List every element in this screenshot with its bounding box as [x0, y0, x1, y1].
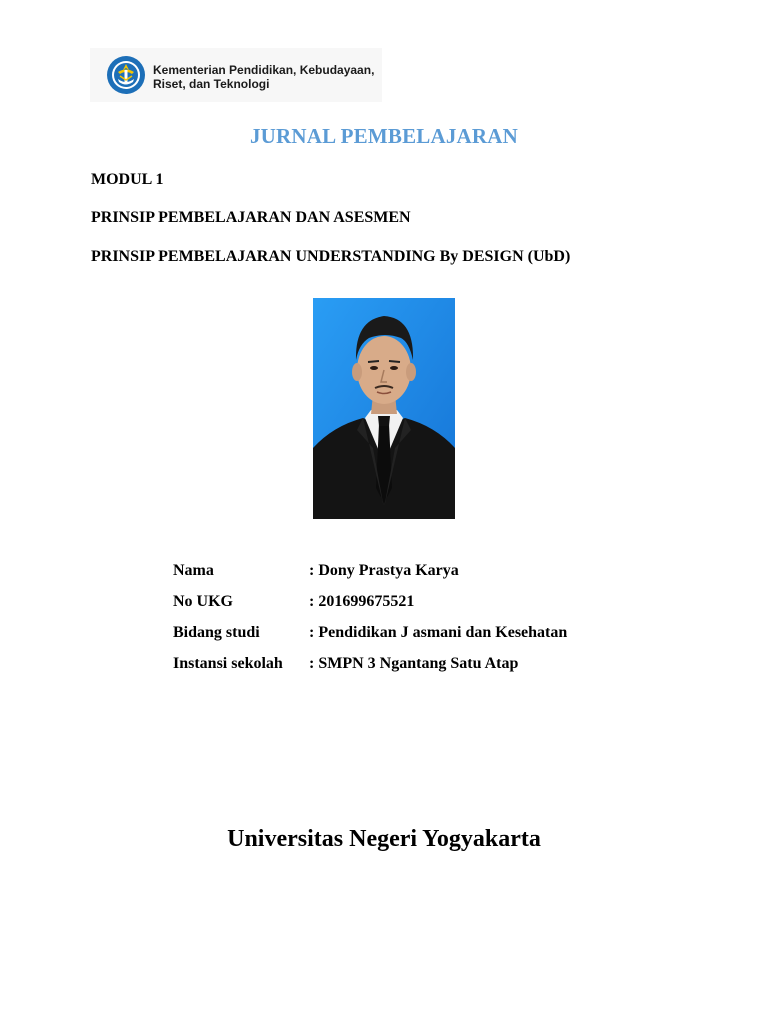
info-value: : Dony Prastya Karya — [309, 562, 459, 579]
info-label: No UKG — [173, 593, 233, 610]
ministry-name — [153, 63, 374, 91]
ministry-name-line2: Riset, dan Teknologi — [153, 77, 270, 91]
tut-wuri-handayani-emblem-icon — [106, 55, 146, 95]
ministry-logo — [90, 48, 382, 102]
info-value: : 201699675521 — [309, 593, 415, 610]
module-heading: MODUL 1 — [91, 171, 164, 188]
info-label: Bidang studi — [173, 624, 260, 641]
university-name: Universitas Negeri Yogyakarta — [227, 826, 541, 852]
document-title: JURNAL PEMBELAJARAN — [249, 124, 519, 148]
subject-heading: PRINSIP PEMBELAJARAN DAN ASESMEN — [91, 209, 411, 226]
ministry-name-line1: Kementerian Pendidikan, Kebudayaan, — [153, 63, 375, 77]
info-label: Nama — [173, 562, 214, 579]
info-value: : SMPN 3 Ngantang Satu Atap — [309, 655, 519, 672]
info-value: : Pendidikan J asmani dan Kesehatan — [309, 624, 568, 641]
portrait-image — [313, 298, 455, 519]
portrait-photo — [313, 298, 455, 519]
topic-heading: PRINSIP PEMBELAJARAN UNDERSTANDING By DESIGN (UbD) — [91, 248, 571, 265]
info-label: Instansi sekolah — [173, 655, 283, 672]
